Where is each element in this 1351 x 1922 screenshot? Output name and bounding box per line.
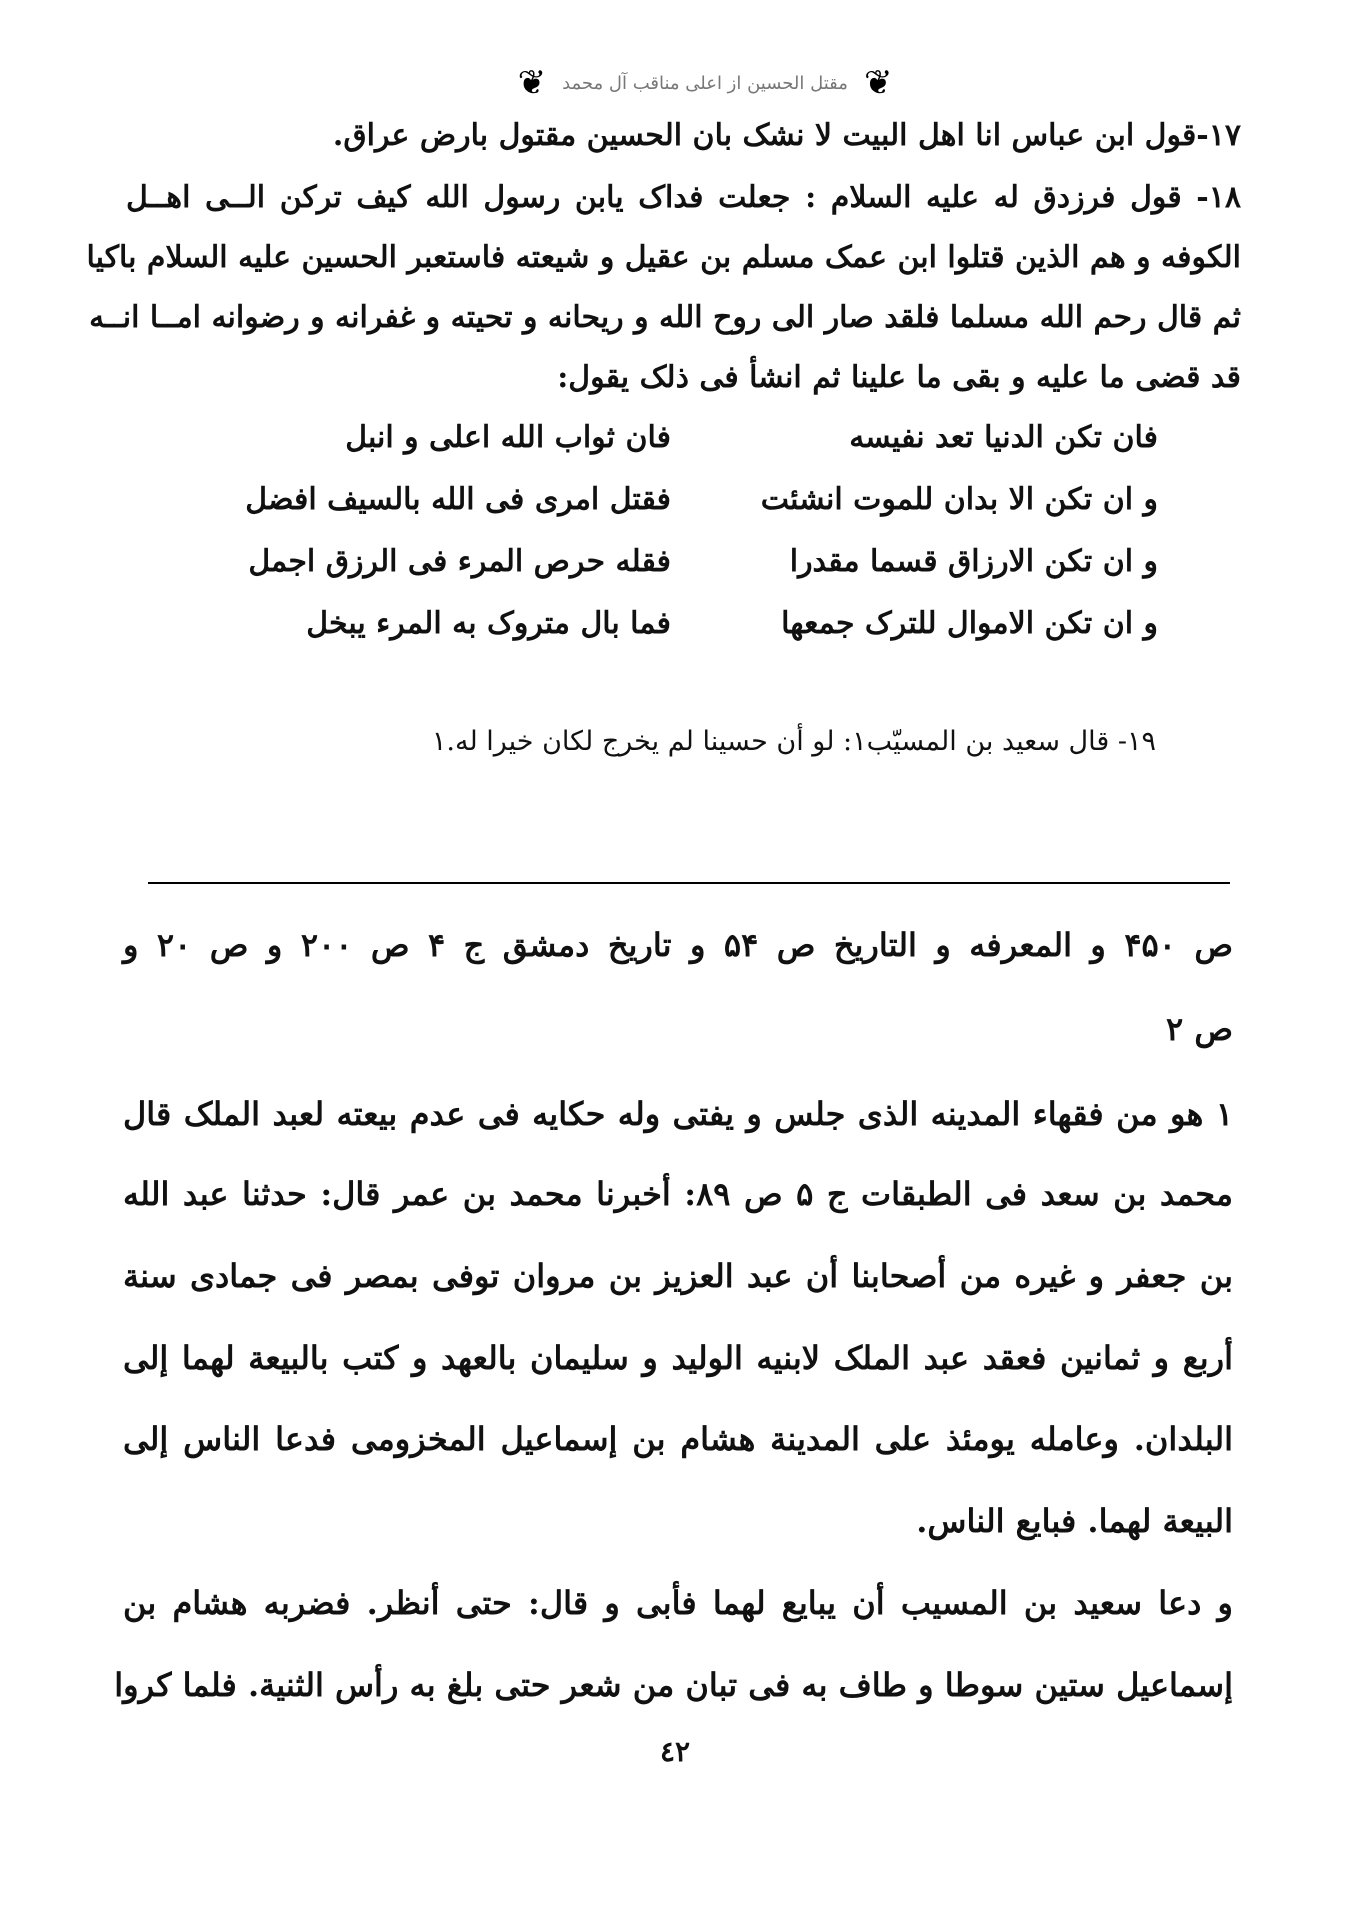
footnote-line: البيعة لهما. فبايع الناس. bbox=[916, 1502, 1233, 1540]
verse-hemistich-right: فان تکن الدنيا تعد نفيسه bbox=[849, 420, 1158, 455]
footnote-line: ص ۴۵۰ و المعرفه و التاريخ ص ۵۴ و تاريخ دمشق ج ۴ ص ۲۰۰ و ص ۲۰ و bbox=[123, 926, 1234, 964]
verse-hemistich-left: فان ثواب الله اعلى و انبل bbox=[345, 420, 671, 455]
verse-hemistich-left: فقتل امرى فى الله بالسيف افضل bbox=[245, 482, 671, 517]
verse-hemistich-right: و ان تکن الا بدان للموت انشئت bbox=[760, 482, 1158, 517]
main-line-17: ١٧-قول ابن عباس انا اهل البيت لا نشک بان الحسين مقتول بارض عراق. bbox=[332, 118, 1241, 153]
footnote-line: محمد بن سعد فى الطبقات ج ۵ ص ۸۹: أخبرنا محمد بن عمر قال: حدثنا عبد الله bbox=[123, 1175, 1234, 1213]
footnote-line: إسماعيل ستين سوطا و طاف به فى تبان من شعر حتى بلغ به رأس الثنية. فلما کروا bbox=[114, 1666, 1233, 1704]
footnote-line: أربع و ثمانين فعقد عبد الملک لابنيه الوليد و سليمان بالعهد و کتب بالبيعة لهما إلى bbox=[123, 1339, 1233, 1377]
running-header bbox=[480, 58, 930, 108]
header-title: مقتل الحسين از اعلى مناقب آل محمد bbox=[562, 72, 848, 94]
footnote-line: ص ۲ bbox=[1165, 1010, 1233, 1048]
main-line-18: ١٨- قول فرزدق له عليه السلام : جعلت فداک يابن رسول الله کيف ترکن الــى اهــل bbox=[126, 180, 1241, 215]
quote-line-19: ١٩- قال سعيد بن المسيّب١: لو أن حسينا لم يخرج لکان خيرا له.١ bbox=[431, 726, 1156, 757]
ornament-icon: ❦ bbox=[517, 63, 547, 103]
verse-hemistich-left: فما بال متروک به المرء يبخل bbox=[306, 606, 671, 641]
page-number: ٤٢ bbox=[659, 1735, 691, 1768]
verse-hemistich-right: و ان تکن الاموال للترک جمعها bbox=[781, 606, 1158, 641]
verse-hemistich-right: و ان تکن الارزاق قسما مقدرا bbox=[789, 544, 1158, 579]
footnote-line: بن جعفر و غيره من أصحابنا أن عبد العزيز بن مروان توفى بمصر فى جمادى سنة bbox=[123, 1257, 1233, 1295]
footnote-line: ١ هو من فقهاء المدينه الذى جلس و يفتى وله حکايه فى عدم بيعته لعبد الملک قال bbox=[123, 1095, 1233, 1133]
ornament-icon: ❦ bbox=[863, 63, 893, 103]
footnote-line: و دعا سعيد بن المسيب أن يبايع لهما فأبى و قال: حتى أنظر. فضربه هشام بن bbox=[123, 1584, 1233, 1622]
main-line: ثم قال رحم الله مسلما فلقد صار الى روح الله و ريحانه و تحيته و غفرانه و رضوانه امــا انــه bbox=[89, 300, 1241, 335]
footnote-line: البلدان. وعامله يومئذ على المدينة هشام بن إسماعيل المخزومى فدعا الناس إلى bbox=[123, 1420, 1233, 1458]
main-line: قد قضى ما عليه و بقى ما علينا ثم انشأ فى ذلک يقول: bbox=[557, 360, 1241, 395]
main-line: الکوفه و هم الذين قتلوا ابن عمک مسلم بن عقيل و شيعته فاستعبر الحسين عليه السلام باکيا bbox=[86, 240, 1241, 275]
verse-hemistich-left: فقله حرص المرء فى الرزق اجمل bbox=[248, 544, 671, 579]
footnote-divider bbox=[148, 882, 1230, 884]
